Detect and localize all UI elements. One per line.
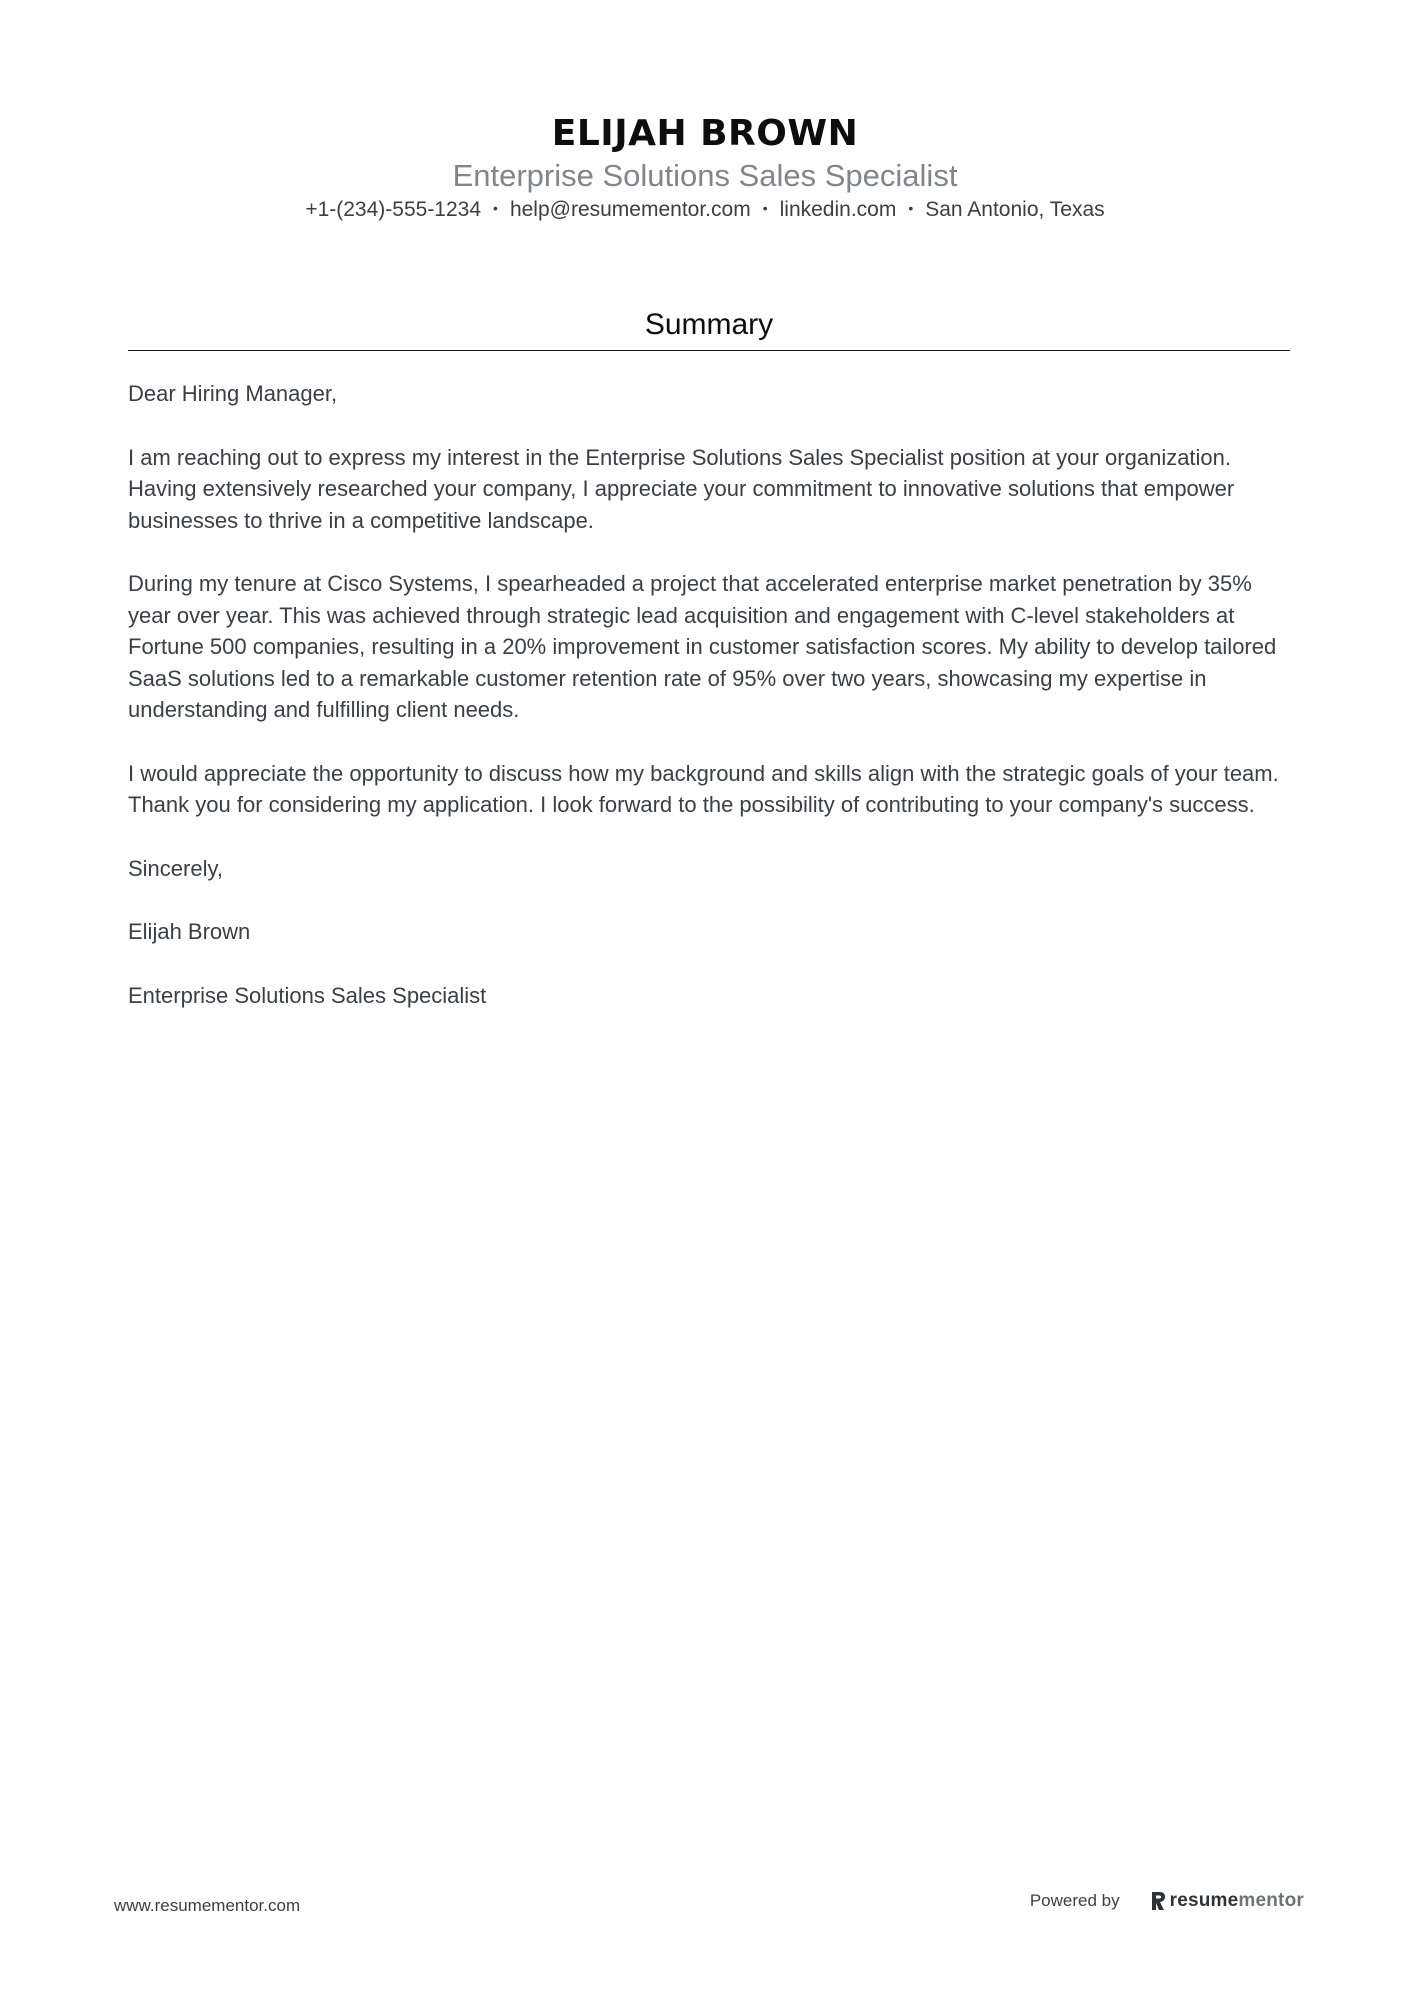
signature-title: Enterprise Solutions Sales Specialist bbox=[128, 982, 487, 1008]
resumementor-logo-icon bbox=[1150, 1890, 1166, 1912]
letter-paragraph: I would appreciate the opportunity to discuss how my background and skills align with the strategic goals of your team. Thank you for considering my application. I look forward to the possibility of contributing to your company's success. bbox=[128, 760, 1279, 817]
powered-by-label: Powered by bbox=[1029, 1891, 1120, 1910]
brand-name bbox=[1170, 1890, 1304, 1912]
footer-branding bbox=[1030, 1890, 1304, 1912]
contact-phone: +1-(234)-555-1234 bbox=[305, 198, 482, 221]
signature-name: Elijah Brown bbox=[128, 919, 251, 944]
section-title: Summary bbox=[644, 308, 774, 341]
applicant-name: ELIJAH BROWN bbox=[551, 113, 859, 154]
contact-separator: • bbox=[493, 200, 498, 217]
brand-name-bold: resume bbox=[1169, 1890, 1239, 1911]
brand-name-light: mentor bbox=[1238, 1890, 1304, 1911]
footer-website[interactable]: www.resumementor.com bbox=[114, 1896, 301, 1915]
applicant-job-title: Enterprise Solutions Sales Specialist bbox=[452, 158, 958, 193]
contact-email[interactable]: help@resumementor.com bbox=[509, 198, 751, 221]
letter-salutation: Dear Hiring Manager, bbox=[128, 381, 338, 406]
letter-body bbox=[128, 378, 1290, 1043]
letter-closing: Sincerely, bbox=[128, 855, 223, 881]
contact-line bbox=[0, 196, 1410, 224]
brand-logo[interactable] bbox=[1150, 1890, 1304, 1912]
contact-separator: • bbox=[908, 200, 914, 217]
contact-separator: • bbox=[762, 200, 768, 217]
contact-location: San Antonio, Texas bbox=[925, 198, 1105, 221]
letter-paragraph: I am reaching out to express my interest in the Enterprise Solutions Sales Specialist position at your organization. Having extensively researched your company, I appreciate your commitment to innovative solutions that empower businesses to thrive in a competitive landscape. bbox=[128, 444, 1235, 533]
contact-website[interactable]: linkedin.com bbox=[779, 198, 897, 221]
letter-paragraph: During my tenure at Cisco Systems, I spearheaded a project that accelerated enterprise market penetration by 35% year over year. This was achieved through strategic lead acquisition and engagement with C-level stakeholders at Fortune 500 companies, resulting in a 20% improvement in customer satisfaction scores. My ability to develop tailored SaaS solutions led to a remarkable customer retention rate of 95% over two years, showcasing my expertise in understanding and fulfilling client needs. bbox=[128, 571, 1277, 722]
letter-header bbox=[0, 112, 1410, 224]
section-divider bbox=[128, 350, 1290, 351]
